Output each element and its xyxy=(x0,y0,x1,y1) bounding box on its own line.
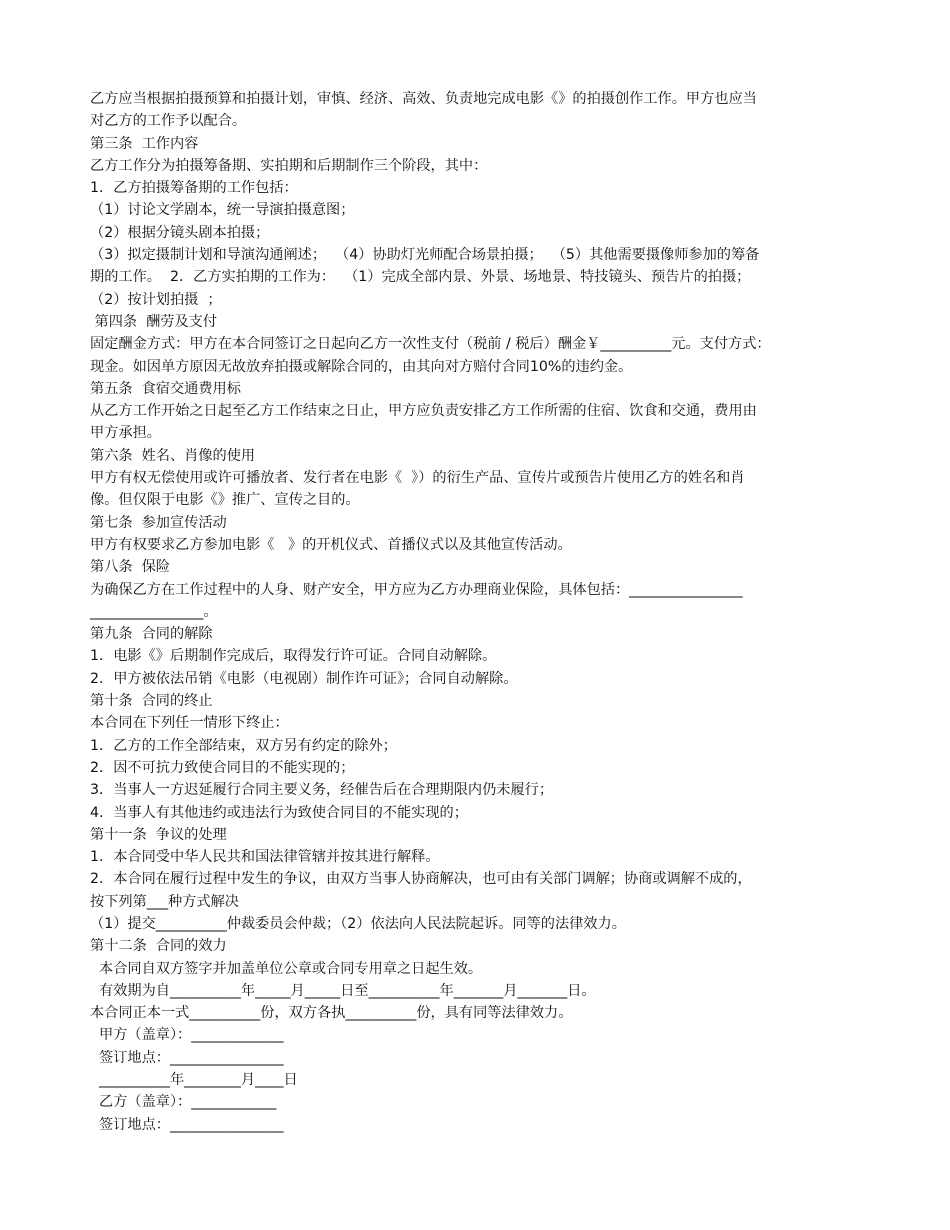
contract-document xyxy=(90,88,870,1136)
text-line: 1．乙方拍摄筹备期的工作包括： xyxy=(90,180,298,197)
text-line: （1）讨论文学剧本，统一导演拍摄意图； xyxy=(90,202,355,219)
text-line: 4．当事人有其他违约或违法行为致使合同目的不能实现的； xyxy=(90,804,468,821)
section-heading: 第七条 参加宣传活动 xyxy=(90,514,227,531)
section-heading: 第四条 酬劳及支付 xyxy=(90,313,218,330)
text-line: （3）拟定摄制计划和导演沟通阐述； （4）协助灯光师配合场景拍摄； （5）其他需要摄像师参加的筹备 xyxy=(90,247,760,264)
signature-field: 乙方（盖章）：____________ xyxy=(90,1094,277,1111)
text-line: （2）按计划拍摄 ； xyxy=(90,291,222,308)
text-line: 1．乙方的工作全部结束，双方另有约定的除外； xyxy=(90,737,397,754)
text-line: 乙方工作分为拍摄筹备期、实拍期和后期制作三个阶段，其中： xyxy=(90,157,488,174)
text-line: 甲方有权要求乙方参加电影《 》的开机仪式、首播仪式以及其他宣传活动。 xyxy=(90,536,572,553)
text-line: 期的工作。 2．乙方实拍期的工作为： （1）完成全部内景、外景、场地景、特技镜头、预告片的拍摄； xyxy=(90,269,751,286)
signature-field: 签订地点：________________ xyxy=(90,1116,284,1133)
text-line: 乙方应当根据拍摄预算和拍摄计划，审慎、经济、高效、负责地完成电影《》的拍摄创作工作。甲方也应当 xyxy=(90,91,757,107)
signature-field: __________年________月____日 xyxy=(90,1072,298,1089)
text-line: 2．本合同在履行过程中发生的争议，由双方当事人协商解决，也可由有关部门调解；协商或调解不成的， xyxy=(90,871,752,888)
signature-field: 签订地点：________________ xyxy=(90,1049,284,1066)
signature-field: 甲方（盖章）：_____________ xyxy=(90,1027,284,1044)
text-line: （1）提交__________仲裁委员会仲裁；（2）依法向人民法院起诉。同等的法律效力。 xyxy=(90,915,626,932)
text-line: 为确保乙方在工作过程中的人身、财产安全，甲方应为乙方办理商业保险，具体包括：________________ xyxy=(90,581,743,598)
text-line: 1．电影《》后期制作完成后，取得发行许可证。合同自动解除。 xyxy=(90,648,497,665)
text-line: 本合同自双方签字并加盖单位公章或合同专用章之日起生效。 xyxy=(90,960,483,977)
section-heading: 第五条 食宿交通费用标 xyxy=(90,380,241,397)
section-heading: 第八条 保险 xyxy=(90,559,170,576)
text-line: 甲方有权无偿使用或许可播放者、发行者在电影《 》）的衍生产品、宣传片或预告片使用乙方的姓名和肖 xyxy=(90,470,745,487)
text-line: 像。但仅限于电影《》推广、宣传之目的。 xyxy=(90,492,360,509)
text-line: 本合同在下列任一情形下终止： xyxy=(90,715,289,732)
text-line: 按下列第___种方式解决 xyxy=(90,893,239,910)
section-heading: 第十二条 合同的效力 xyxy=(90,938,227,955)
text-line: ________________。 xyxy=(90,603,218,620)
text-line: 甲方承担。 xyxy=(90,425,161,442)
text-line: （2）根据分镜头剧本拍摄； xyxy=(90,224,270,241)
text-line: 3．当事人一方迟延履行合同主要义务，经催告后在合理期限内仍未履行； xyxy=(90,782,554,799)
text-line: 现金。如因单方原因无故放弃拍摄或解除合同的，由其向对方赔付合同10%的违约金。 xyxy=(90,358,633,375)
section-heading: 第十条 合同的终止 xyxy=(90,693,213,710)
text-line: 有效期为自__________年_____月_____日至__________年_______月_______日。 xyxy=(90,982,596,999)
text-line: 1．本合同受中华人民共和国法律管辖并按其进行解释。 xyxy=(90,849,440,866)
text-line: 对乙方的工作予以配合。 xyxy=(90,113,247,130)
text-line: 固定酬金方式：甲方在本合同签订之日起向乙方一次性支付（税前 / 税后）酬金￥__________元。支付方式： xyxy=(90,336,771,353)
section-heading: 第三条 工作内容 xyxy=(90,135,199,152)
text-line: 从乙方工作开始之日起至乙方工作结束之日止，甲方应负责安排乙方工作所需的住宿、饮食和交通，费用由 xyxy=(90,403,757,420)
text-line: 2．甲方被依法吊销《电影（电视剧）制作许可证》；合同自动解除。 xyxy=(90,670,518,687)
section-heading: 第六条 姓名、肖像的使用 xyxy=(90,447,256,464)
section-heading: 第九条 合同的解除 xyxy=(90,626,213,643)
text-line: 2．因不可抗力致使合同目的不能实现的； xyxy=(90,759,355,776)
text-line: 本合同正本一式__________份，双方各执__________份，具有同等法律效力。 xyxy=(90,1005,573,1022)
section-heading: 第十一条 争议的处理 xyxy=(90,826,227,843)
